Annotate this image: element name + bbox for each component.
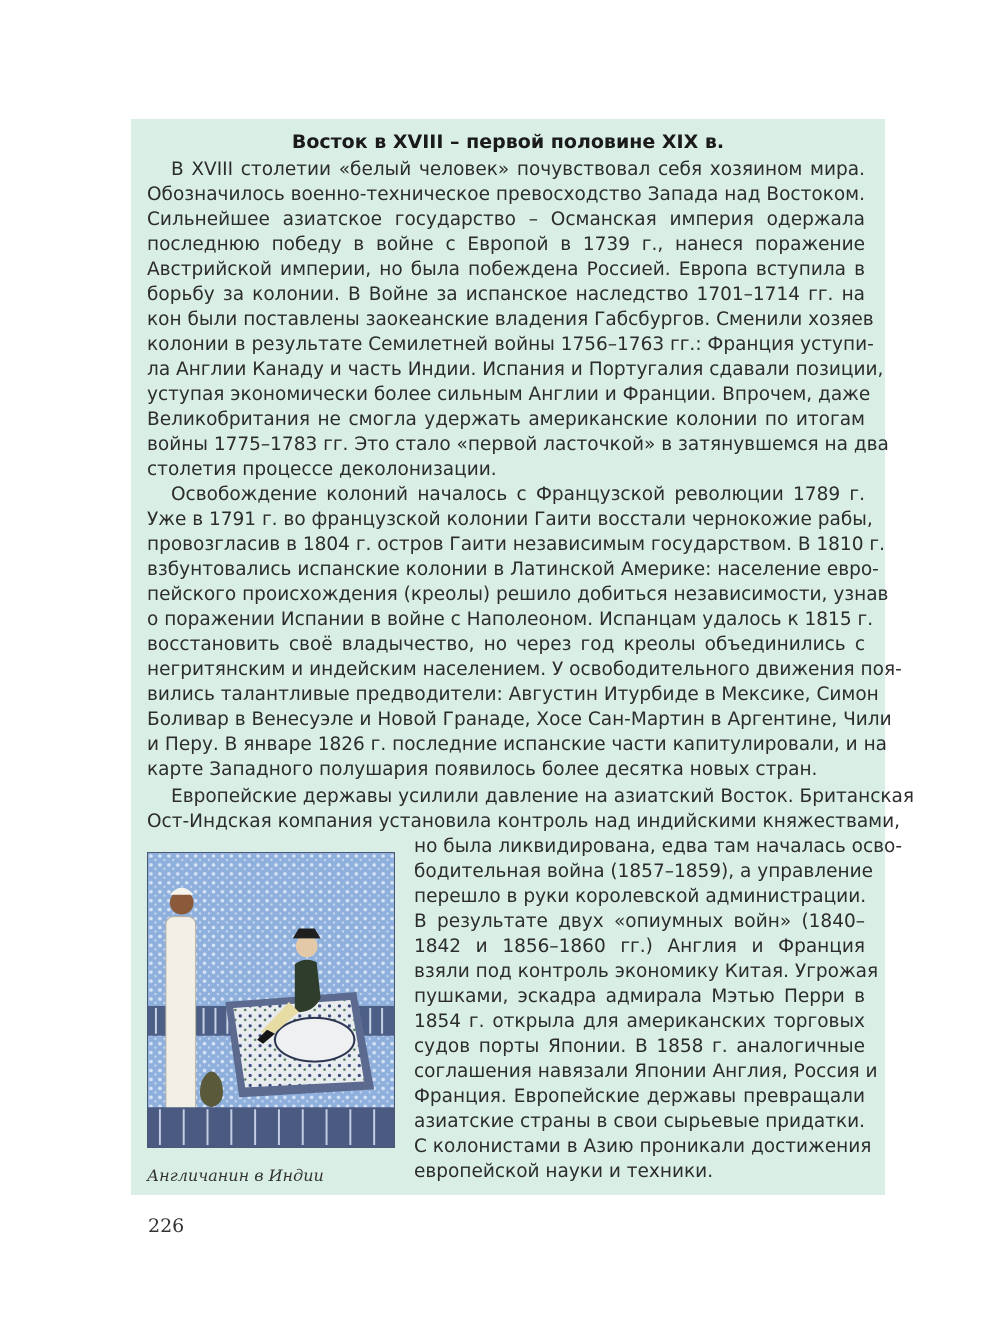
page-number: 226	[148, 1215, 185, 1237]
paragraph-1-line: борьбу за колонии. В Войне за испанское наследство 1701–1714 гг. на	[147, 284, 865, 305]
paragraph-1-line: последнюю победу в войне с Европой в 1739 г., нанеся поражение	[147, 234, 865, 255]
paragraph-3-line: судов порты Японии. В 1858 г. аналогичные	[414, 1036, 865, 1057]
paragraph-1-line: уступая экономически более сильным Англии и Франции. Впрочем, даже	[147, 384, 871, 405]
paragraph-3-line: пушками, эскадра адмирала Мэтью Перри в	[414, 986, 865, 1007]
paragraph-1-line: Сильнейшее азиатское государство – Османская империя одержала	[147, 209, 865, 230]
paragraph-3-line: азиатские страны в свои сырьевые придатки.	[414, 1111, 866, 1132]
paragraph-3-line: Ост-Индская компания установила контроль над индийскими княжествами,	[147, 811, 901, 832]
paragraph-1-line: В XVIII столетии «белый человек» почувствовал себя хозяином мира.	[171, 159, 865, 180]
paragraph-1-line: кон были поставлены заокеанские владения Габсбургов. Сменили хозяев	[147, 309, 874, 330]
paragraph-2-line: Боливар в Венесуэле и Новой Гранаде, Хосе Сан-Мартин в Аргентине, Чили	[147, 709, 892, 730]
paragraph-2-line: карте Западного полушария появилось более десятка новых стран.	[147, 759, 818, 780]
paragraph-3-line: соглашения навязали Японии Англия, Россия и	[414, 1061, 878, 1082]
paragraph-1-line: Австрийской империи, но была побеждена Россией. Европа вступила в	[147, 259, 865, 280]
paragraph-3-line: европейской науки и техники.	[414, 1161, 714, 1182]
paragraph-2-line: Уже в 1791 г. во французской колонии Гаити восстали чернокожие рабы,	[147, 509, 873, 530]
paragraph-3-line: Европейские державы усилили давление на азиатский Восток. Британская	[171, 786, 915, 807]
paragraph-2-line: о поражении Испании в войне с Наполеоном. Испанцам удалось к 1815 г.	[147, 609, 874, 630]
paragraph-3-line: бодительная война (1857–1859), а управление	[414, 861, 873, 882]
paragraph-1-line: колонии в результате Семилетней войны 1756–1763 гг.: Франция уступи-	[147, 334, 874, 355]
paragraph-3-line: взяли под контроль экономику Китая. Угрожая	[414, 961, 879, 982]
paragraph-1-line: столетия процессе деколонизации.	[147, 459, 497, 480]
paragraph-2-line: и Перу. В январе 1826 г. последние испанские части капитулировали, и на	[147, 734, 888, 755]
figure-caption: Англичанин в Индии	[147, 1166, 324, 1185]
paragraph-1-line: ла Англии Канаду и часть Индии. Испания и Португалия сдавали позиции,	[147, 359, 884, 380]
section-title: Восток в XVIII – первой половине XIX в.	[291, 131, 725, 153]
paragraph-3-line: 1842 и 1856–1860 гг.) Англия и Франция	[414, 936, 865, 957]
paragraph-3-line: Франция. Европейские державы превращали	[414, 1086, 865, 1107]
paragraph-1-line: войны 1775–1783 гг. Это стало «первой ласточкой» в затянувшемся на два	[147, 434, 889, 455]
paragraph-3-line: С колонистами в Азию проникали достижения	[414, 1136, 872, 1157]
paragraph-1-line: Обозначилось военно-техническое превосходство Запада над Востоком.	[147, 184, 865, 205]
paragraph-2-line: вились талантливые предводители: Августин Итурбиде в Мексике, Симон	[147, 684, 879, 705]
paragraph-1-line: Великобритания не смогла удержать американские колонии по итогам	[147, 409, 865, 430]
paragraph-2-line: негритянским и индейским населением. У освободительного движения поя-	[147, 659, 902, 680]
paragraph-3-line: но была ликвидирована, едва там началась осво-	[414, 836, 903, 857]
paragraph-2-line: взбунтовались испанские колонии в Латинской Америке: население евро-	[147, 559, 879, 580]
paragraph-3-line: 1854 г. открыла для американских торговых	[414, 1011, 865, 1032]
paragraph-2-line: пейского происхождения (креолы) решило добиться независимости, узнав	[147, 584, 889, 605]
paragraph-3-line: перешло в руки королевской администрации.	[414, 886, 867, 907]
paragraph-2-line: восстановить своё владычество, но через год креолы объединились с	[147, 634, 865, 655]
paragraph-2-line: провозгласив в 1804 г. остров Гаити независимым государством. В 1810 г.	[147, 534, 885, 555]
paragraph-2-line: Освобождение колоний началось с Французской революции 1789 г.	[171, 484, 865, 505]
englishman-in-india-illustration	[147, 852, 395, 1148]
paragraph-3-line: В результате двух «опиумных войн» (1840–	[414, 911, 865, 932]
